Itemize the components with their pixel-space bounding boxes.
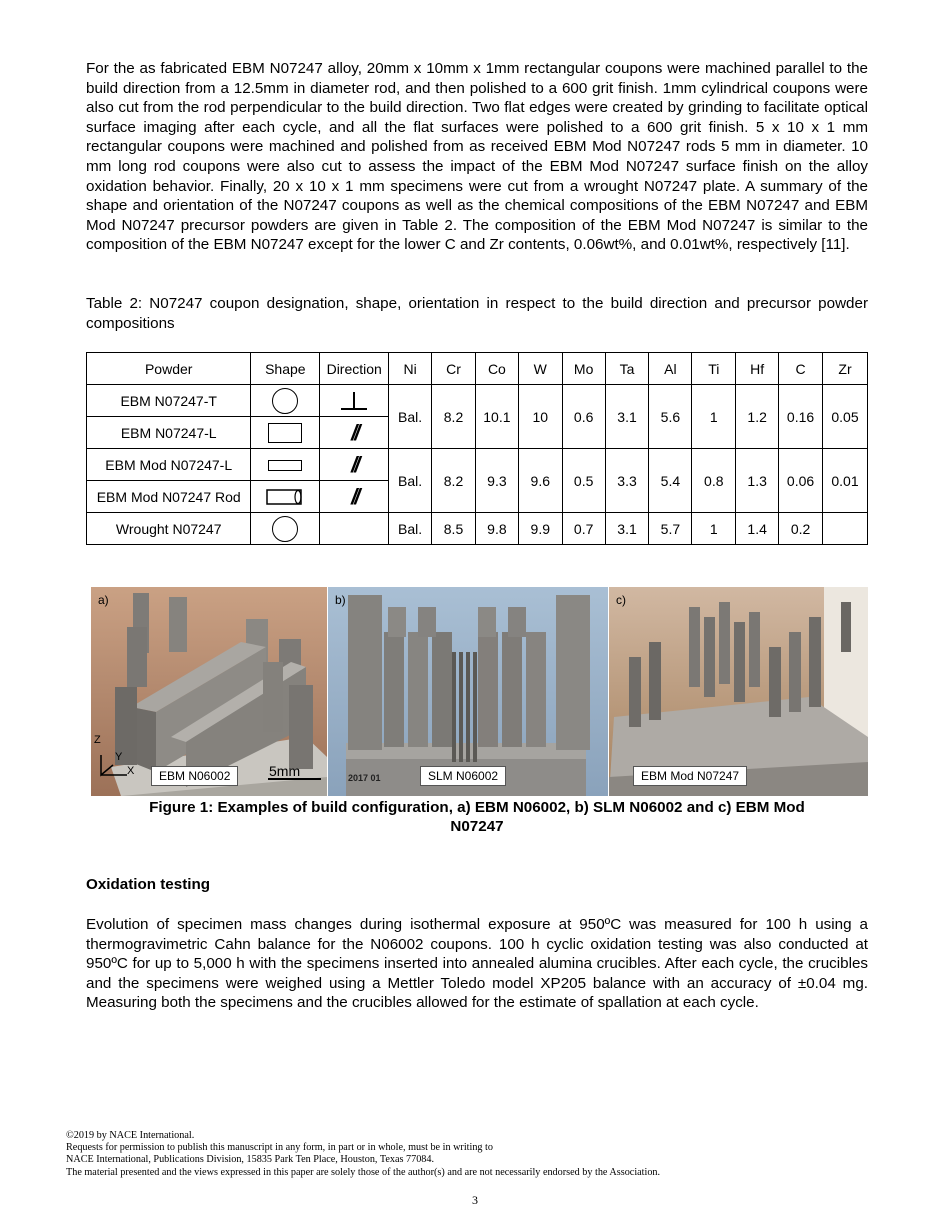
scale-bar-label: 5mm <box>269 763 301 779</box>
value-cell: 9.3 <box>475 449 518 513</box>
photo-panel-a <box>91 587 327 796</box>
value-cell: 10.1 <box>475 385 518 449</box>
footer-line: Requests for permission to publish this manuscript in any form, in part or in whole, must be in writing to <box>66 1142 493 1154</box>
header-cell: C <box>779 353 823 385</box>
value-cell: 1 <box>692 513 736 545</box>
z-axis-label: Z <box>94 734 101 746</box>
value-cell: 9.6 <box>518 449 562 513</box>
value-cell: 0.05 <box>823 385 868 449</box>
intro-paragraph: For the as fabricated EBM N07247 alloy, 20mm x 10mm x 1mm rectangular coupons were machined parallel to the build direction from a 12.5mm in diameter rod, and then polished to a 600 grit finish. 1mm cylindrical coupons were also cut from the rod perpendicular to the build direction. Two flat edges were created by grinding to facilitate optical surface imaging after each cycle, and all the flat surfaces were polished to a 600 grit finish. 5 x 10 x 1 mm rectangular coupons were machined and polished from as received EBM Mod N07247 rods 5 mm in diameter. 10 mm long rod coupons were also cut to assess the impact of the EBM Mod N07247 surface finish on the alloy oxidation behavior. Finally, 20 x 10 x 1 mm specimens were cut from a wrought N07247 plate. A summary of the shape and orientation of the N07247 coupons as well as the chemical compositions of the EBM N07247 and EBM Mod N07247 precursor powders are given in Table 2. The composition of the EBM Mod N07247 is similar to the composition of the EBM N07247 except for the lower C and Zr contents, 0.06wt%, and 0.01wt%, respectively [11]. <box>86 60 868 254</box>
shape-cell <box>251 449 320 481</box>
header-cell: Cr <box>432 353 476 385</box>
figure-caption-line: N07247 <box>450 818 504 835</box>
value-cell: 1.4 <box>736 513 779 545</box>
composition-table <box>86 352 868 545</box>
header-cell: Hf <box>736 353 779 385</box>
table-row <box>87 385 868 417</box>
panel-caption-c: EBM Mod N07247 <box>633 766 747 786</box>
value-cell: 5.6 <box>649 385 692 449</box>
panel-caption-a: EBM N06002 <box>151 766 238 786</box>
header-cell: Zr <box>823 353 868 385</box>
value-cell: 0.7 <box>562 513 605 545</box>
ebm-mod-build-photo <box>609 587 868 796</box>
direction-cell <box>320 385 389 417</box>
powder-cell: Wrought N07247 <box>87 513 251 545</box>
value-cell: 1 <box>692 385 736 449</box>
value-cell: 5.7 <box>649 513 692 545</box>
value-cell: Bal. <box>389 449 432 513</box>
y-axis-label: Y <box>115 751 123 763</box>
header-cell: Ta <box>605 353 649 385</box>
value-cell: 0.06 <box>779 449 823 513</box>
parallel-direction-icon: // <box>351 451 358 477</box>
value-cell: 3.1 <box>605 385 649 449</box>
value-cell: 0.16 <box>779 385 823 449</box>
shape-cell <box>251 417 320 449</box>
circle-shape-icon <box>272 516 298 542</box>
value-cell: 9.9 <box>518 513 562 545</box>
value-cell <box>823 513 868 545</box>
parallel-direction-icon: // <box>351 483 358 509</box>
value-cell: 1.3 <box>736 449 779 513</box>
powder-cell: EBM Mod N07247-L <box>87 449 251 481</box>
table-row <box>87 513 868 545</box>
powder-cell: EBM N07247-L <box>87 417 251 449</box>
figure-caption <box>86 798 868 836</box>
value-cell: 0.5 <box>562 449 605 513</box>
build-configuration-figure <box>91 587 868 796</box>
header-cell: Al <box>649 353 692 385</box>
footer-line: NACE International, Publications Division, 15835 Park Ten Place, Houston, Texas 77084. <box>66 1154 435 1166</box>
table-header-row <box>87 353 868 385</box>
parallel-direction-icon: // <box>351 419 358 445</box>
header-cell: Ni <box>389 353 432 385</box>
value-cell: 10 <box>518 385 562 449</box>
direction-cell <box>320 417 389 449</box>
powder-cell: EBM Mod N07247 Rod <box>87 481 251 513</box>
photo-panel-c <box>609 587 868 796</box>
value-cell: Bal. <box>389 385 432 449</box>
value-cell: 8.2 <box>432 449 476 513</box>
table-caption: Table 2: N07247 coupon designation, shape, orientation in respect to the build direction and precursor powder compositions <box>86 295 868 332</box>
shape-cell <box>251 385 320 417</box>
header-cell: Mo <box>562 353 605 385</box>
header-cell: Co <box>475 353 518 385</box>
header-cell: Shape <box>251 353 320 385</box>
value-cell: 8.5 <box>432 513 476 545</box>
value-cell: 8.2 <box>432 385 476 449</box>
value-cell: 1.2 <box>736 385 779 449</box>
value-cell: 0.01 <box>823 449 868 513</box>
value-cell: 0.6 <box>562 385 605 449</box>
slm-build-photo <box>328 587 608 796</box>
rectangle-shape-icon <box>268 423 302 443</box>
shape-cell <box>251 481 320 513</box>
direction-cell <box>320 513 389 545</box>
header-cell: Direction <box>320 353 389 385</box>
footer-line: The material presented and the views expressed in this paper are solely those of the author(s) and are not necessarily endorsed by the Association. <box>66 1166 661 1178</box>
header-cell: Ti <box>692 353 736 385</box>
oxidation-paragraph: Evolution of specimen mass changes during isothermal exposure at 950ºC was measured for 100 h using a thermogravimetric Cahn balance for the N06002 coupons. 100 h cyclic oxidation testing was also conducted at 950ºC for up to 5,000 h with the specimens inserted into annealed alumina crucibles. After each cycle, the crucibles and the specimens were weighed using a Mettler Toledo model XP205 balance with an accuracy of ±0.04 mg. Measuring both the specimens and the crucibles allowed for the estimate of spallation at each cycle. <box>86 916 868 1012</box>
value-cell: 5.4 <box>649 449 692 513</box>
powder-cell: EBM N07247-T <box>87 385 251 417</box>
rod-shape-icon <box>265 487 305 507</box>
value-cell: 0.8 <box>692 449 736 513</box>
value-cell: Bal. <box>389 513 432 545</box>
panel-label-b: b) <box>335 593 346 607</box>
header-cell: Powder <box>87 353 251 385</box>
value-cell: 3.3 <box>605 449 649 513</box>
panel-label-c: c) <box>616 593 626 607</box>
circle-shape-icon <box>272 388 298 414</box>
copyright-footer <box>66 1130 660 1179</box>
x-axis-label: X <box>127 765 135 777</box>
thin-rectangle-shape-icon <box>268 460 302 471</box>
footer-line: ©2019 by NACE International. <box>66 1130 195 1141</box>
figure-caption-line: Figure 1: Examples of build configuration, a) EBM N06002, b) SLM N06002 and c) EBM Mod <box>149 799 805 816</box>
plate-engraving: 2017 01 <box>348 773 381 783</box>
value-cell: 3.1 <box>605 513 649 545</box>
value-cell: 0.2 <box>779 513 823 545</box>
perpendicular-direction-icon <box>339 390 369 412</box>
shape-cell <box>251 513 320 545</box>
page-number: 3 <box>472 1193 478 1207</box>
section-heading: Oxidation testing <box>86 876 211 893</box>
table-row <box>87 449 868 481</box>
direction-cell <box>320 481 389 513</box>
value-cell: 9.8 <box>475 513 518 545</box>
panel-caption-b: SLM N06002 <box>420 766 506 786</box>
photo-panel-b <box>328 587 608 796</box>
panel-label-a: a) <box>98 593 109 607</box>
direction-cell <box>320 449 389 481</box>
header-cell: W <box>518 353 562 385</box>
